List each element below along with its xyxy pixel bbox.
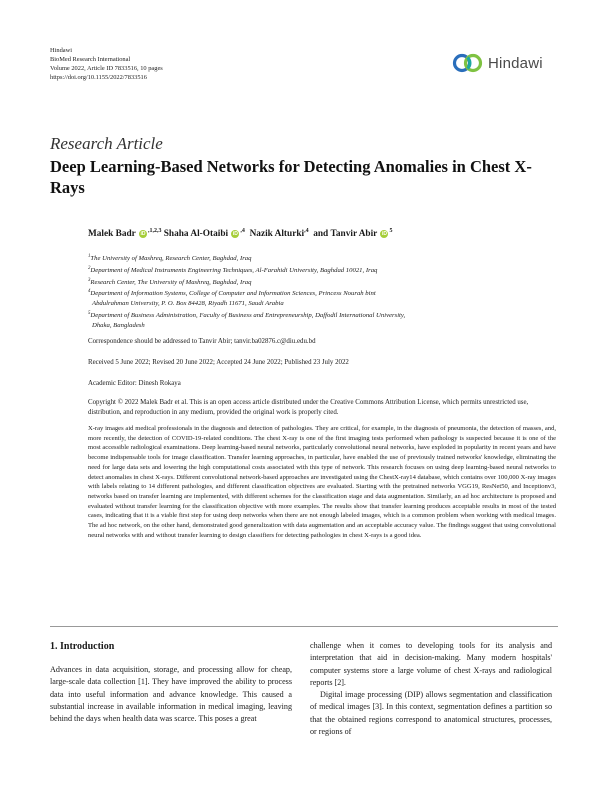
author-affil-sup: 4 bbox=[241, 228, 245, 234]
copyright-notice: Copyright © 2022 Malek Badr et al. This is an open access article distributed under the Creative Commons Attribution License, which permits unrestricted use, distribution, and reproduction in any medium, provided the original work is properly cited. bbox=[88, 399, 529, 416]
section-heading: 1. Introduction bbox=[50, 641, 115, 652]
logo-wordmark: Hindawi bbox=[488, 54, 543, 72]
academic-editor: Academic Editor: Dinesh Rokaya bbox=[88, 380, 181, 387]
author-affil-sup: 1,2,3 bbox=[149, 228, 162, 234]
affiliation: $^1$The University of Mashreq, Research Center, Baghdad, Iraq bbox=[88, 254, 252, 263]
author-name: Tanvir Abir bbox=[330, 229, 378, 240]
affiliation: $^5$Department of Business Administration, Faculty of Business and Entrepreneurship, Daffodil International University, Dhaka, Bangladesh bbox=[88, 310, 406, 329]
publication-dates: Received 5 June 2022; Revised 20 June 2022; Accepted 24 June 2022; Published 23 July 2022 bbox=[88, 359, 349, 366]
orcid-icon[interactable]: iD bbox=[381, 231, 387, 238]
article-type: Research Article bbox=[50, 134, 163, 153]
journal-meta bbox=[50, 46, 163, 82]
affiliation: $^2$Department of Medical Instruments Engineering Techniques, Al-Farahidi University, Baghdad 10021, Iraq bbox=[88, 265, 378, 275]
journal-name: BioMed Research International bbox=[50, 56, 131, 63]
paragraph: Digital image processing (DIP) allows segmentation and classification of medical images [3]. In this context, segmentation defines a partition so that the obtained regions correspond to anatomical structures, processes, or regions of bbox=[310, 690, 552, 737]
hindawi-logo-icon bbox=[452, 52, 484, 74]
correspondence: Correspondence should be addressed to Tanvir Abir; tanvir.ba02876.c@diu.edu.bd bbox=[88, 338, 316, 345]
paragraph: Advances in data acquisition, storage, and processing allow for cheap, large-scale data collection [1]. They have improved the ability to process data into useful information and advance knowledge. This caused a substantial increase in available information in medical imaging, leaving behind the days when health data was scarce. This poses a great bbox=[50, 665, 292, 724]
abstract: X-ray images aid medical professionals in the diagnosis and detection of pathologies. They are critical, for example, in the diagnosis of pneumonia, the detection of masses, and, more recently, the detection of COVID-19-related conditions. The chest X-ray is one of the first imaging tests performed when pathology is suspected because it is one of the most accessible radiological examinations. Deep learning-based neural networks, particularly convolutional neural networks, have exploded in popularity in recent years and have become indispensable tools for image classification. Transfer learning approaches, in particular, have enabled the use of previously trained networks' knowledge, eliminating the need for large data sets and lowering the high computational costs associated with this type of network. This research focuses on using deep learning-based neural networks to detect anomalies in chest X-rays. Different convolutional network-based approaches are investigated using the ChestX-ray14 database, which contains over 100,000 X-ray images with labels relating to 14 different pathologies, and different classification objectives are evaluated. Starting with the pretrained networks VGG19, ResNet50, and Inceptionv3, networks based on transfer learning are implemented, with different schemes for the classification stage and data augmentation. Similarly, an ad hoc architecture is proposed and evaluated without transfer learning for the classification objective with more examples. The results show that transfer learning produces acceptable results in most of the tested cases, indicating that it is a viable first step for using deep networks when there are not enough labeled images, which is a common problem when working with medical images. The ad hoc network, on the other hand, demonstrated good generalization with data augmentation and an acceptable accuracy value. The findings suggest that using convolutional neural networks with and without transfer learning to design classifiers for detecting pathologies in chest X-rays is a good idea. bbox=[88, 425, 557, 539]
author-name: Nazik Alturki bbox=[249, 229, 305, 240]
volume-line: Volume 2022, Article ID 7833516, 10 pages bbox=[50, 65, 163, 72]
article-title: Deep Learning-Based Networks for Detecting Anomalies in Chest X-Rays bbox=[50, 157, 532, 197]
orcid-icon[interactable]: iD bbox=[232, 231, 238, 238]
affiliations bbox=[88, 252, 568, 330]
affiliation: $^3$Research Center, The University of Mashreq, Baghdad, Iraq bbox=[88, 277, 252, 286]
paragraph: challenge when it comes to developing tools for its analysis and interpretation that aid in decision-making. Many modern hospitals' computer systems store a large volume of chest X-rays and radiological reports [2]. bbox=[310, 641, 552, 687]
affiliation: $^4$Department of Information Systems, College of Computer and Information Sciences, Princess Nourah bint Abdulrahman University, P. O. Box 84428, Riyadh 11671, Saudi Arabia bbox=[88, 289, 376, 308]
left-column bbox=[50, 664, 292, 725]
right-column bbox=[310, 640, 552, 738]
author-name: Malek Badr bbox=[88, 229, 136, 240]
author-list: Malek Badr $iD^{,1,2,3}$ Shaha Al-Otaibi $iD^{,4}$ Nazik Alturki$^{,4}$ and Tanvir Abir $iD^5$ bbox=[88, 228, 393, 240]
author-affil-sup: 4 bbox=[305, 228, 309, 234]
author-name: Shaha Al-Otaibi bbox=[163, 229, 229, 240]
author-affil-sup: 5 bbox=[389, 228, 393, 234]
section-divider bbox=[50, 626, 558, 627]
orcid-icon[interactable]: iD bbox=[140, 231, 146, 238]
hindawi-logo bbox=[452, 50, 543, 76]
publisher-name: Hindawi bbox=[50, 47, 73, 54]
doi-link[interactable]: https://doi.org/10.1155/2022/7833516 bbox=[50, 74, 147, 81]
